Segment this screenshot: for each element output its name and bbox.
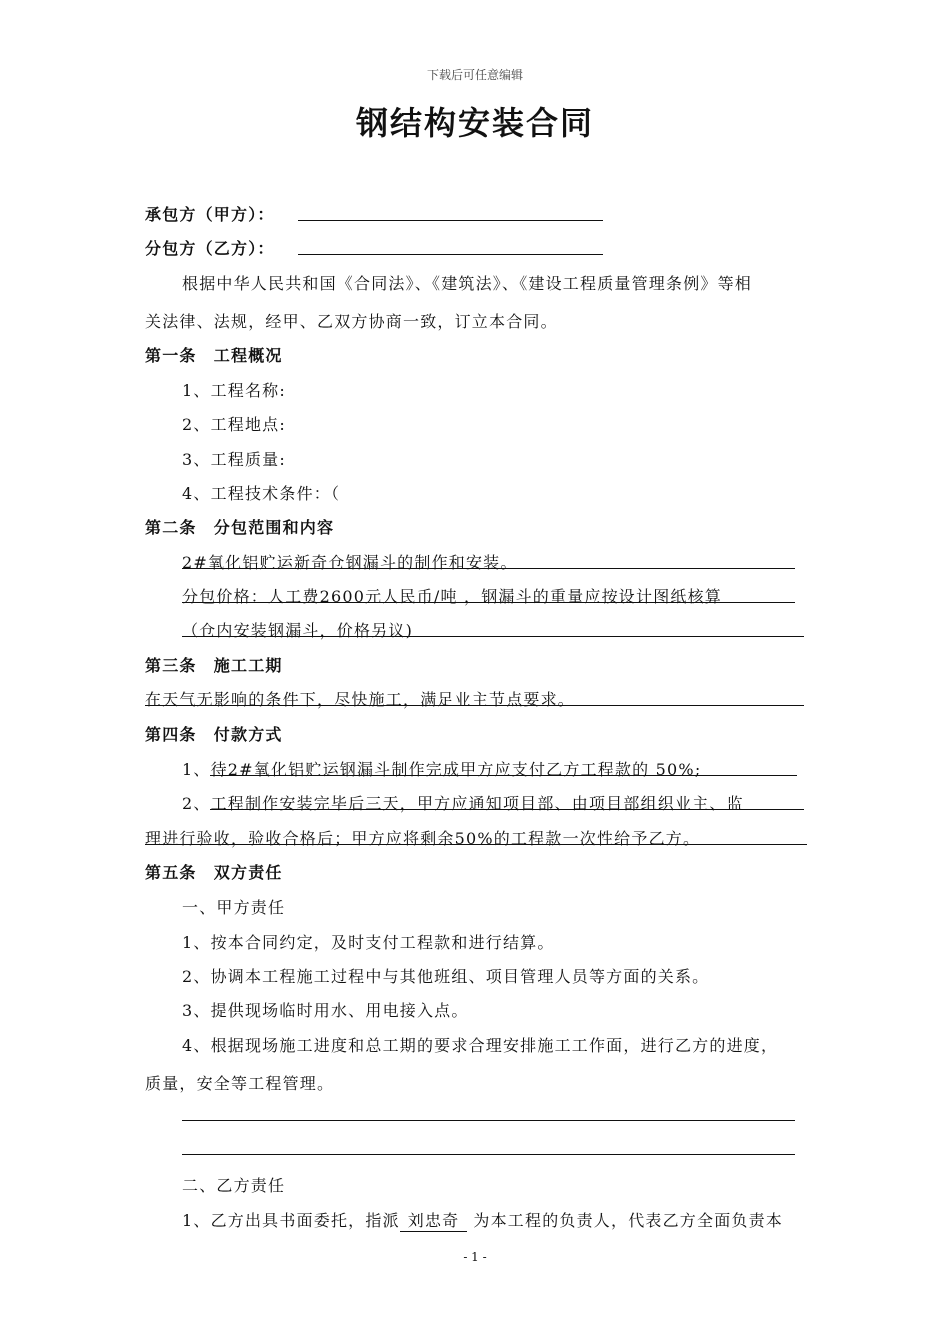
party-a-item-4-line-2: 质量，安全等工程管理。	[145, 1074, 335, 1093]
article-2-price: 分包价格：人工费2600元人民币/吨 ，钢漏斗的重量应按设计图纸核算	[182, 587, 722, 606]
article-4-heading: 第四条 付款方式	[145, 725, 283, 744]
article-3-text: 在天气无影响的条件下，尽快施工，满足业主节点要求。	[145, 690, 576, 709]
party-a-item: 1、按本合同约定，及时支付工程款和进行结算。	[182, 933, 555, 952]
subcontractor-label: 分包方（乙方）：	[145, 239, 275, 258]
party-a-item: 3、提供现场临时用水、用电接入点。	[182, 1001, 469, 1020]
article-2-heading: 第二条 分包范围和内容	[145, 518, 335, 537]
page-number: - 1 -	[463, 1250, 487, 1264]
party-a-item-4-line-1: 4、根据现场施工进度和总工期的要求合理安排施工工作面，进行乙方的进度，	[182, 1036, 779, 1055]
article-4-item-2-underline-2	[145, 844, 807, 845]
party-a-item: 2、协调本工程施工过程中与其他班组、项目管理人员等方面的关系。	[182, 967, 710, 986]
article-4-item-2-underline-1	[210, 809, 804, 810]
contractor-label: 承包方（甲方）：	[145, 205, 275, 224]
party-b-item-1-after: 为本工程的负责人，代表乙方全面负责本	[473, 1211, 783, 1230]
party-a-heading: 一、甲方责任	[182, 898, 286, 917]
article-1-item: 2、工程地点:	[182, 415, 286, 434]
article-4-item-2-line-2: 理进行验收，验收合格后；甲方应将剩余50%的工程款一次性给予乙方。	[145, 829, 701, 848]
intro-line-1: 根据中华人民共和国《合同法》、《建筑法》、《建设工程质量管理条例》等相	[182, 274, 753, 293]
article-2-note-underline	[182, 636, 804, 637]
subcontractor-blank-line[interactable]	[298, 254, 603, 255]
article-1-item: 1、工程名称:	[182, 381, 286, 400]
party-b-representative-name: 刘忠奇	[400, 1208, 468, 1232]
article-2-price-underline	[182, 602, 795, 603]
intro-line-2: 关法律、法规，经甲、乙双方协商一致，订立本合同。	[145, 312, 558, 331]
article-1-item: 4、工程技术条件：（	[182, 484, 341, 503]
party-b-item-1	[182, 1208, 783, 1232]
party-b-heading: 二、乙方责任	[182, 1176, 286, 1195]
contractor-blank-line[interactable]	[298, 220, 603, 221]
article-1-heading: 第一条 工程概况	[145, 346, 283, 365]
blank-line[interactable]	[182, 1120, 795, 1121]
article-4-item-1-underline	[210, 775, 797, 776]
page-header-note: 下载后可任意编辑	[426, 68, 523, 82]
article-2-note: （仓内安装钢漏斗，价格另议)	[182, 621, 414, 640]
article-4-item-2-line-1: 2、工程制作安装完毕后三天，甲方应通知项目部、由项目部组织业主、监	[182, 794, 744, 813]
article-3-heading: 第三条 施工工期	[145, 656, 283, 675]
article-2-scope: 2#氧化铝贮运新奇仓钢漏斗的制作和安装。	[182, 553, 518, 572]
article-1-item: 3、工程质量:	[182, 450, 286, 469]
blank-line[interactable]	[182, 1154, 795, 1155]
article-5-heading: 第五条 双方责任	[145, 863, 283, 882]
article-3-underline	[145, 705, 804, 706]
party-b-item-1-before: 1、乙方出具书面委托，指派	[182, 1211, 400, 1230]
article-2-scope-underline	[182, 568, 795, 569]
document-title: 钢结构安装合同	[355, 104, 594, 142]
article-4-item-1: 1、待2#氧化铝贮运钢漏斗制作完成甲方应支付乙方工程款的 50%;	[182, 760, 702, 779]
